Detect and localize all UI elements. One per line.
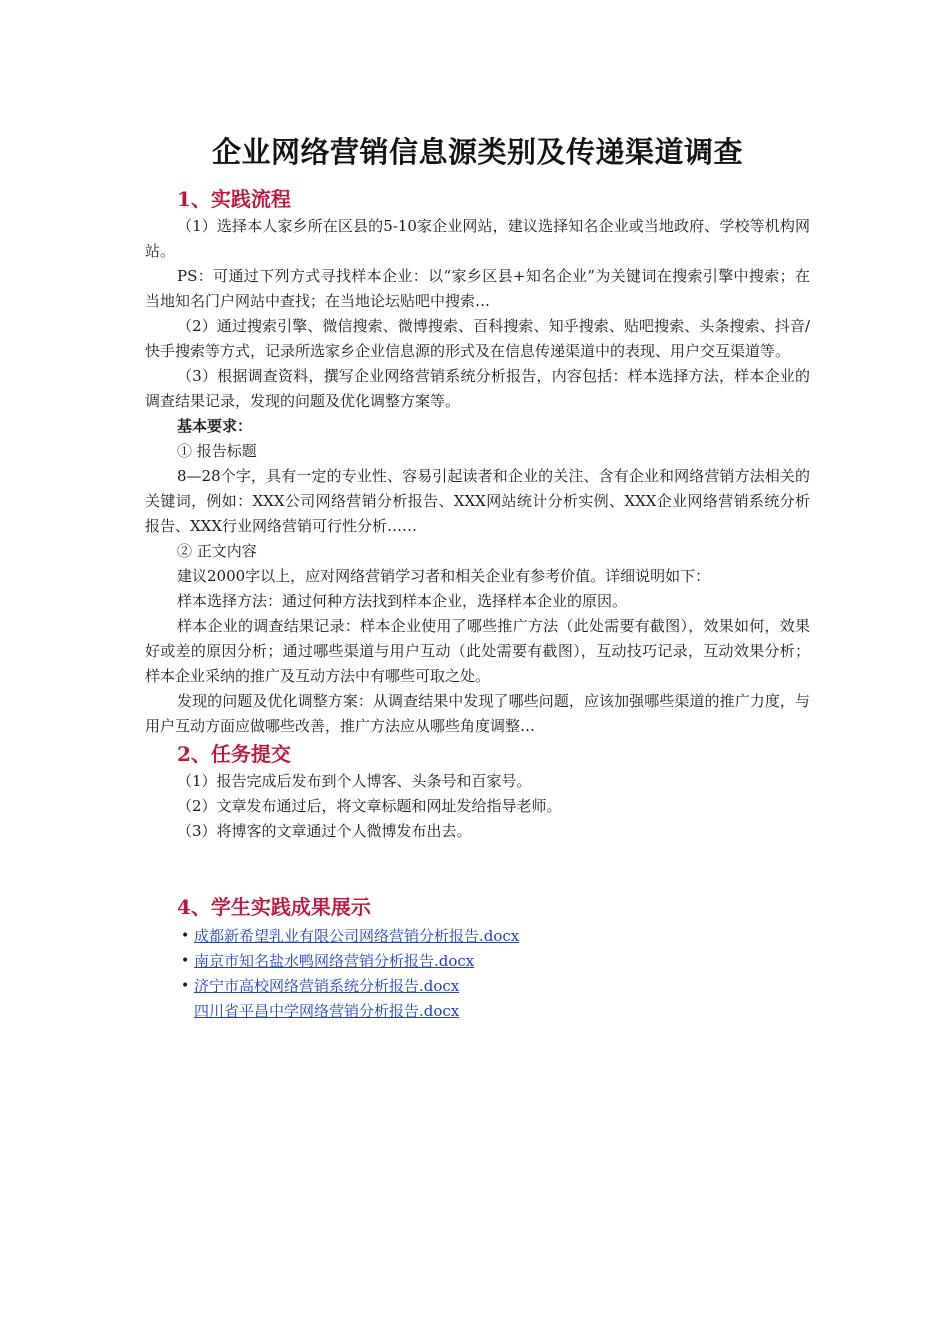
paragraph-step-3: （3）根据调查资料，撰写企业网络营销系统分析报告，内容包括：样本选择方法，样本企业的调查结果记录，发现的问题及优化调整方案等。 (145, 367, 810, 410)
requirement-1-title: ① 报告标题 (177, 442, 257, 460)
paragraph-step-2: （2）通过搜索引擎、微信搜索、微博搜索、百科搜索、知乎搜索、贴吧搜索、头条搜索、抖音/快手搜索等方式，记录所选家乡企业信息源的形式及在信息传递渠道中的表现、用户交互渠道等。 (145, 317, 810, 360)
showcase-link-list (145, 924, 810, 1024)
document-title: 企业网络营销信息源类别及传递渠道调查 (211, 135, 743, 169)
sample-selection-method: 样本选择方法：通过何种方法找到样本企业，选择样本企业的原因。 (177, 592, 628, 610)
requirement-2-text: 建议2000字以上，应对网络营销学习者和相关企业有参考价值。详细说明如下： (177, 567, 711, 585)
list-item (181, 949, 810, 974)
document-page (145, 130, 810, 1024)
paragraph-step-1: （1）选择本人家乡所在区县的5-10家企业网站，建议选择知名企业或当地政府、学校等机构网站。 (145, 217, 810, 260)
sample-results-record: 样本企业的调查结果记录：样本企业使用了哪些推广方法（此处需要有截图），效果如何，效果好或差的原因分析；通过哪些渠道与用户互动（此处需要有截图），互动技巧记录，互动效果分析；样本企业采纳的推广及互动方法中有哪些可取之处。 (145, 617, 810, 685)
bullet-icon: • (181, 978, 190, 994)
list-item (181, 999, 810, 1024)
requirement-2-title: ② 正文内容 (177, 542, 257, 560)
section-heading-practice-flow: 1、实践流程 (177, 187, 291, 211)
showcase-link-1[interactable]: 成都新希望乳业有限公司网络营销分析报告.docx (194, 927, 520, 945)
list-item (181, 974, 810, 999)
section-heading-task-submission: 2、任务提交 (177, 742, 291, 766)
showcase-link-4[interactable]: 四川省平昌中学网络营销分析报告.docx (194, 1002, 460, 1020)
showcase-link-3[interactable]: 济宁市高校网络营销系统分析报告.docx (194, 977, 460, 995)
paragraph-ps-note: PS：可通过下列方式寻找样本企业：以“家乡区县+知名企业”为关键词在搜索引擎中搜索；在当地知名门户网站中查找；在当地论坛贴吧中搜索… (145, 267, 810, 310)
list-item (181, 924, 810, 949)
submission-item-3: （3）将博客的文章通过个人微博发布出去。 (177, 822, 472, 840)
submission-item-1: （1）报告完成后发布到个人博客、头条号和百家号。 (177, 772, 532, 790)
showcase-link-2[interactable]: 南京市知名盐水鸭网络营销分析报告.docx (194, 952, 475, 970)
requirements-label: 基本要求： (177, 417, 253, 435)
requirement-1-text: 8—28个字，具有一定的专业性、容易引起读者和企业的关注、含有企业和网络营销方法相关的关键词，例如：XXX公司网络营销分析报告、XXX网站统计分析实例、XXX企业网络营销系统分析报告、XXX行业网络营销可行性分析…… (145, 467, 810, 535)
problems-and-optimization: 发现的问题及优化调整方案：从调查结果中发现了哪些问题，应该加强哪些渠道的推广力度，与用户互动方面应做哪些改善，推广方法应从哪些角度调整… (145, 692, 810, 735)
bullet-icon: • (181, 953, 190, 969)
bullet-icon: • (181, 928, 190, 944)
section-heading-student-showcase: 4、学生实践成果展示 (177, 895, 371, 919)
vertical-spacer (145, 844, 810, 892)
submission-item-2: （2）文章发布通过后，将文章标题和网址发给指导老师。 (177, 797, 562, 815)
